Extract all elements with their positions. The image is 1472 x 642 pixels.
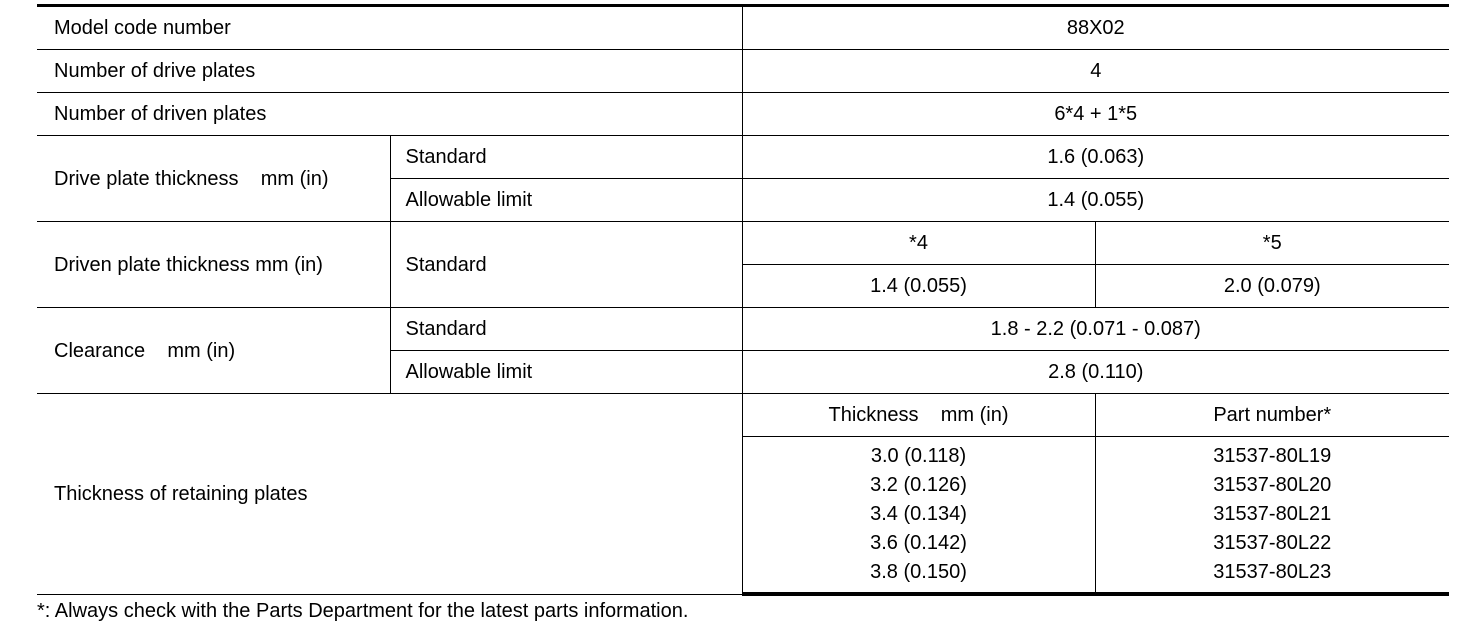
driven-plates-label: Number of driven plates [37,93,742,136]
retaining-part-header: Part number* [1095,394,1449,437]
driven-col-a-value: 1.4 (0.055) [742,265,1095,308]
model-code-value: 88X02 [742,6,1449,50]
retaining-thickness-list [742,437,1095,595]
clearance-limit-value: 2.8 (0.110) [742,351,1449,394]
clearance-standard-label: Standard [390,308,742,351]
model-code-label: Model code number [37,6,742,50]
drive-standard-label: Standard [390,136,742,179]
list-item: 31537-80L21 [1213,503,1332,525]
list-item: 31537-80L20 [1213,474,1332,496]
drive-standard-value: 1.6 (0.063) [742,136,1449,179]
list-item: 31537-80L23 [1213,561,1332,583]
retaining-thickness-header: Thickness mm (in) [742,394,1095,437]
driven-col-a-header: *4 [742,222,1095,265]
list-item: 3.6 (0.142) [870,532,967,554]
list-item: 3.2 (0.126) [870,474,967,496]
retaining-part-number-list [1095,437,1449,595]
driven-standard-label: Standard [390,222,742,308]
clearance-standard-value: 1.8 - 2.2 (0.071 - 0.087) [742,308,1449,351]
driven-col-b-header: *5 [1095,222,1449,265]
drive-thickness-label: Drive plate thickness mm (in) [37,136,390,222]
drive-plates-value: 4 [742,50,1449,93]
list-item: 31537-80L19 [1213,445,1332,467]
drive-plates-label: Number of drive plates [37,50,742,93]
driven-plates-value: 6*4 + 1*5 [742,93,1449,136]
driven-col-b-value: 2.0 (0.079) [1095,265,1449,308]
driven-thickness-label: Driven plate thickness mm (in) [37,222,390,308]
list-item: 3.0 (0.118) [870,445,967,467]
retaining-plates-label: Thickness of retaining plates [37,394,742,595]
list-item: 3.4 (0.134) [870,503,967,525]
drive-limit-label: Allowable limit [390,179,742,222]
list-item: 31537-80L22 [1213,532,1332,554]
clearance-label: Clearance mm (in) [37,308,390,394]
drive-limit-value: 1.4 (0.055) [742,179,1449,222]
clearance-limit-label: Allowable limit [390,351,742,394]
specification-table [37,4,1449,596]
list-item: 3.8 (0.150) [870,561,967,583]
footnote: *: Always check with the Parts Department for the latest parts information. [37,600,689,622]
